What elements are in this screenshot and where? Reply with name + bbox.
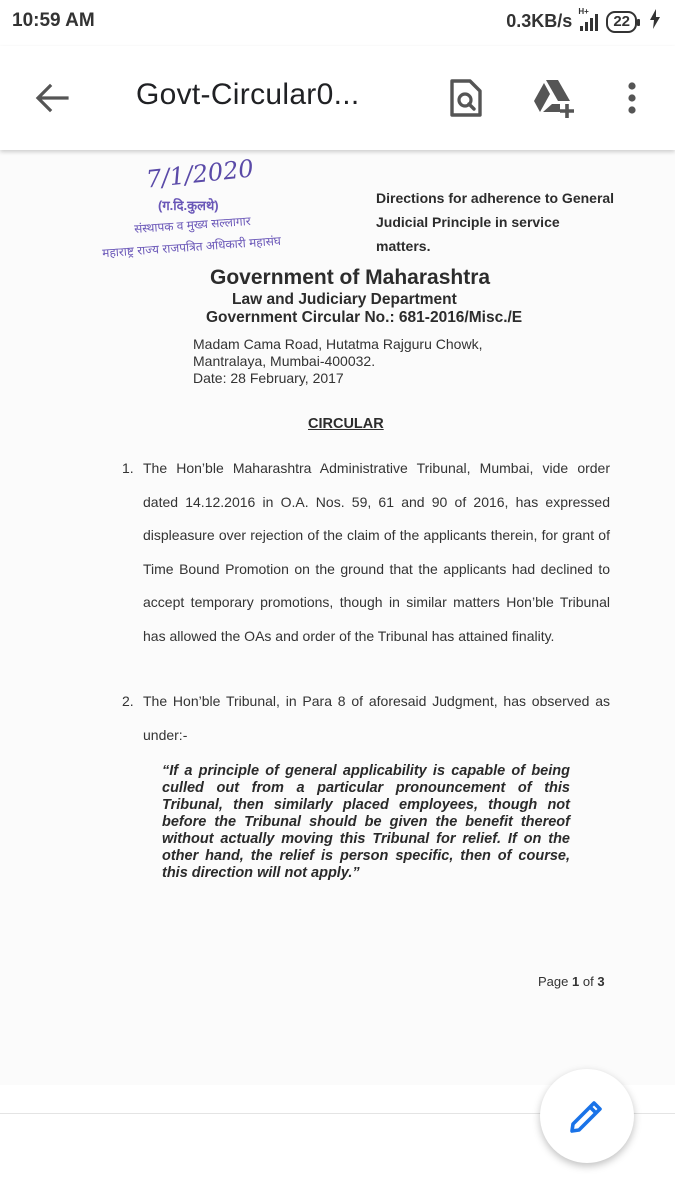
- directions-note: Directions for adherence to General Judicial Principle in service matters.: [376, 190, 615, 254]
- stamp-name: (ग.दि.कुलथे): [158, 198, 219, 213]
- charging-icon: [649, 9, 661, 34]
- document-title: Govt-Circular0...: [136, 78, 360, 111]
- official-stamp: [96, 154, 316, 270]
- find-in-document-icon[interactable]: [440, 72, 492, 124]
- circular-date: Date: 28 February, 2017: [193, 370, 344, 386]
- government-title: Government of Maharashtra: [210, 266, 491, 289]
- document-page[interactable]: [0, 150, 675, 1085]
- back-arrow-icon[interactable]: [28, 74, 76, 122]
- signature: 7/1/2020: [144, 154, 255, 194]
- department-name: Law and Judiciary Department: [232, 291, 457, 308]
- circular-heading: CIRCULAR: [308, 416, 384, 432]
- edit-pencil-icon: [568, 1097, 606, 1135]
- stamp-line-1: संस्थापक व मुख्य सल्लागार: [133, 213, 252, 237]
- network-speed: 0.3KB/s: [506, 11, 573, 31]
- paragraph: [122, 685, 610, 752]
- paragraph-number: 1.: [122, 460, 134, 476]
- add-to-drive-icon[interactable]: [526, 72, 582, 124]
- address-block: Madam Cama Road, Hutatma Rajguru Chowk, Mantralaya, Mumbai-400032. Date: 28 February, 2017: [193, 336, 483, 386]
- page-number: Page 1 of 3: [538, 974, 605, 989]
- status-bar: [0, 0, 675, 46]
- judgment-quote: “If a principle of general applicability is capable of being culled out from a particular pronouncement of this Tribunal, then similarly placed employees, though not before the Tribunal should be given the benefit thereof without actually moving this Tribunal for relief. If on the other hand, the relief is person specific, then of course, this direction will not apply.”: [162, 763, 570, 881]
- battery-icon: [606, 11, 637, 33]
- paragraph-text: The Hon’ble Maharashtra Administrative Tribunal, Mumbai, vide order dated 14.12.2016 in O.A. Nos. 59, 61 and 90 of 2016, has expressed displeasure over rejection of the claim of the applicants therein, for grant of Time Bound Promotion on the ground that the applicants had declined to accept temporary promotions, though in similar matters Hon’ble Tribunal has allowed the OAs and order of the Tribunal has attained finality.: [143, 460, 610, 644]
- app-bar: [0, 46, 675, 150]
- stamp-line-2: महाराष्ट्र राज्य राजपत्रित अधिकारी महासंघ: [101, 233, 282, 261]
- status-right: [506, 6, 661, 34]
- edit-button[interactable]: [540, 1069, 634, 1163]
- paragraph-number: 2.: [122, 693, 134, 709]
- signal-icon: [578, 6, 598, 31]
- paragraph-text: The Hon’ble Tribunal, in Para 8 of aforesaid Judgment, has observed as under:-: [143, 693, 610, 743]
- status-time: 10:59 AM: [12, 10, 95, 31]
- network-type: H+: [578, 6, 589, 16]
- more-vert-icon[interactable]: [612, 72, 652, 124]
- paragraph: [122, 452, 610, 653]
- battery-level: 22: [613, 13, 630, 30]
- circular-number: Government Circular No.: 681-2016/Misc./E: [206, 309, 523, 326]
